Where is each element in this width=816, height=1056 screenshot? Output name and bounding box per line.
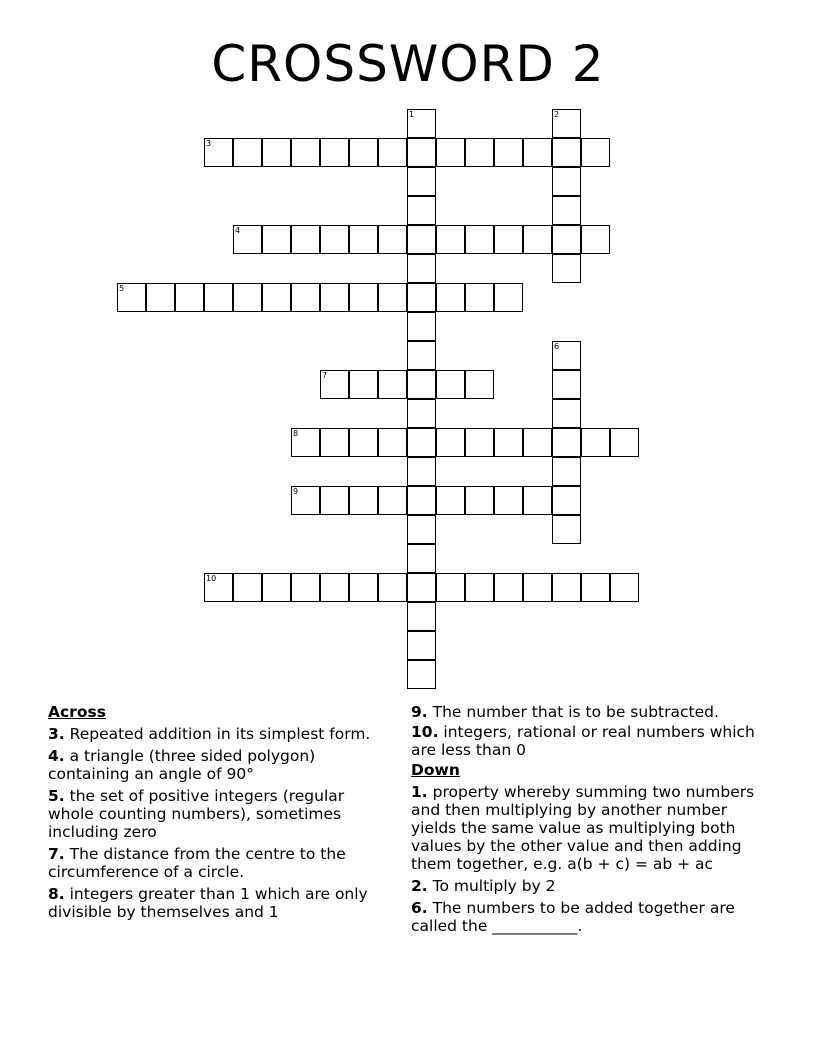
crossword-cell[interactable] (407, 399, 436, 428)
crossword-cell[interactable] (465, 225, 494, 254)
crossword-cell[interactable] (378, 370, 407, 399)
crossword-cell[interactable] (610, 573, 639, 602)
crossword-cell[interactable] (552, 109, 581, 138)
crossword-cell[interactable] (204, 138, 233, 167)
crossword-cell[interactable] (436, 138, 465, 167)
crossword-cell[interactable] (291, 428, 320, 457)
crossword-cell[interactable] (233, 138, 262, 167)
clue-number-label: 6 (554, 342, 560, 351)
clue-number: 9. (411, 703, 428, 721)
crossword-cell[interactable] (436, 370, 465, 399)
clue-text: integers greater than 1 which are only divisible by themselves and 1 (48, 885, 368, 921)
crossword-cell[interactable] (523, 428, 552, 457)
crossword-cell[interactable] (465, 573, 494, 602)
crossword-cell[interactable] (407, 109, 436, 138)
crossword-cell[interactable] (465, 370, 494, 399)
crossword-cell[interactable] (494, 225, 523, 254)
clue-across-9 (411, 703, 771, 721)
crossword-cell[interactable] (233, 225, 262, 254)
crossword-cell[interactable] (407, 428, 436, 457)
crossword-cell[interactable] (523, 573, 552, 602)
crossword-cell[interactable] (407, 544, 436, 573)
clue-number-label: 10 (206, 574, 217, 583)
crossword-cell[interactable] (552, 515, 581, 544)
crossword-cell[interactable] (349, 225, 378, 254)
crossword-cell[interactable] (407, 602, 436, 631)
crossword-cell[interactable] (320, 573, 349, 602)
crossword-cell[interactable] (436, 283, 465, 312)
clue-text: a triangle (three sided polygon) containing an angle of 90° (48, 747, 316, 783)
crossword-cell[interactable] (407, 515, 436, 544)
clue-number-label: 7 (322, 371, 328, 380)
crossword-cell[interactable] (378, 283, 407, 312)
crossword-cell[interactable] (523, 486, 552, 515)
crossword-cell[interactable] (233, 283, 262, 312)
clue-text: The numbers to be added together are called the ___________. (411, 899, 735, 935)
clue-number-label: 8 (293, 429, 299, 438)
crossword-cell[interactable] (233, 573, 262, 602)
crossword-cell[interactable] (552, 254, 581, 283)
crossword-cell[interactable] (581, 573, 610, 602)
clue-number: 4. (48, 747, 65, 765)
crossword-cell[interactable] (552, 457, 581, 486)
crossword-cell[interactable] (494, 573, 523, 602)
clue-number: 7. (48, 845, 65, 863)
crossword-cell[interactable] (407, 225, 436, 254)
clue-number-label: 1 (409, 110, 415, 119)
crossword-cell[interactable] (320, 283, 349, 312)
crossword-cell[interactable] (378, 486, 407, 515)
crossword-cell[interactable] (291, 225, 320, 254)
crossword-cell[interactable] (262, 573, 291, 602)
crossword-cell[interactable] (349, 283, 378, 312)
crossword-cell[interactable] (523, 138, 552, 167)
crossword-cell[interactable] (175, 283, 204, 312)
clue-text: property whereby summing two numbers and then multiplying by another number yields the same value as multiplying both values by the other value and then adding them together, e.g. a(b + c) = ab + ac (411, 783, 755, 873)
crossword-cell[interactable] (407, 631, 436, 660)
crossword-cell[interactable] (349, 428, 378, 457)
clue-across-4 (48, 747, 388, 783)
crossword-cell[interactable] (262, 138, 291, 167)
clue-number: 1. (411, 783, 428, 801)
clues-left-column (48, 703, 388, 925)
clue-text: Repeated addition in its simplest form. (69, 725, 371, 743)
crossword-cell[interactable] (204, 573, 233, 602)
crossword-cell[interactable] (320, 138, 349, 167)
clue-number: 2. (411, 877, 428, 895)
across-heading: Across (48, 703, 106, 721)
crossword-cell[interactable] (465, 283, 494, 312)
crossword-cell[interactable] (291, 138, 320, 167)
crossword-cell[interactable] (378, 428, 407, 457)
crossword-cell[interactable] (581, 138, 610, 167)
crossword-cell[interactable] (146, 283, 175, 312)
clue-number: 3. (48, 725, 65, 743)
crossword-cell[interactable] (349, 370, 378, 399)
crossword-cell[interactable] (494, 283, 523, 312)
crossword-cell[interactable] (581, 428, 610, 457)
crossword-cell[interactable] (117, 283, 146, 312)
crossword-cell[interactable] (407, 486, 436, 515)
clue-across-8 (48, 885, 388, 921)
crossword-cell[interactable] (349, 486, 378, 515)
crossword-cell[interactable] (291, 486, 320, 515)
crossword-cell[interactable] (378, 225, 407, 254)
clue-number-label: 5 (119, 284, 125, 293)
clue-text: To multiply by 2 (432, 877, 556, 895)
crossword-cell[interactable] (494, 138, 523, 167)
page-title: CROSSWORD 2 (211, 35, 605, 93)
crossword-cell[interactable] (465, 486, 494, 515)
clue-down-6 (411, 899, 771, 935)
crossword-cell[interactable] (378, 573, 407, 602)
crossword-cell[interactable] (291, 573, 320, 602)
crossword-cell[interactable] (204, 283, 233, 312)
crossword-cell[interactable] (436, 486, 465, 515)
clue-number: 10. (411, 723, 439, 741)
crossword-cell[interactable] (610, 428, 639, 457)
crossword-cell[interactable] (552, 428, 581, 457)
clue-number: 5. (48, 787, 65, 805)
crossword-cell[interactable] (552, 225, 581, 254)
clue-down-2 (411, 877, 771, 895)
clue-down-1 (411, 783, 771, 873)
crossword-cell[interactable] (407, 167, 436, 196)
crossword-cell[interactable] (407, 573, 436, 602)
crossword-cell[interactable] (407, 341, 436, 370)
crossword-cell[interactable] (523, 225, 552, 254)
crossword-cell[interactable] (407, 283, 436, 312)
crossword-cell[interactable] (320, 370, 349, 399)
crossword-cell[interactable] (552, 167, 581, 196)
clue-across-5 (48, 787, 388, 841)
crossword-cell[interactable] (494, 486, 523, 515)
clue-across-10 (411, 723, 771, 759)
clue-number: 6. (411, 899, 428, 917)
crossword-cell[interactable] (262, 283, 291, 312)
crossword-cell[interactable] (320, 225, 349, 254)
clue-text: integers, rational or real numbers which are less than 0 (411, 723, 755, 759)
crossword-cell[interactable] (320, 486, 349, 515)
crossword-cell[interactable] (494, 428, 523, 457)
clue-text: The distance from the centre to the circumference of a circle. (48, 845, 346, 881)
crossword-cell[interactable] (378, 138, 407, 167)
crossword-cell[interactable] (407, 457, 436, 486)
crossword-cell[interactable] (552, 341, 581, 370)
clue-number-label: 3 (206, 139, 212, 148)
clue-text: the set of positive integers (regular whole counting numbers), sometimes including zero (48, 787, 345, 841)
crossword-cell[interactable] (349, 573, 378, 602)
crossword-cell[interactable] (407, 254, 436, 283)
clues-right-column (411, 703, 771, 939)
clue-across-7 (48, 845, 388, 881)
crossword-cell[interactable] (262, 225, 291, 254)
clue-text: The number that is to be subtracted. (432, 703, 719, 721)
crossword-cell[interactable] (436, 428, 465, 457)
crossword-cell[interactable] (552, 196, 581, 225)
clue-number: 8. (48, 885, 65, 903)
crossword-cell[interactable] (407, 660, 436, 689)
crossword-cell[interactable] (407, 196, 436, 225)
crossword-cell[interactable] (552, 370, 581, 399)
down-heading: Down (411, 761, 460, 779)
crossword-cell[interactable] (552, 573, 581, 602)
clue-number-label: 4 (235, 226, 241, 235)
crossword-cell[interactable] (407, 312, 436, 341)
crossword-cell[interactable] (436, 573, 465, 602)
crossword-cell[interactable] (320, 428, 349, 457)
crossword-cell[interactable] (465, 138, 494, 167)
clue-across-3 (48, 725, 388, 743)
crossword-cell[interactable] (436, 225, 465, 254)
clue-number-label: 9 (293, 487, 299, 496)
crossword-cell[interactable] (552, 399, 581, 428)
crossword-cell[interactable] (349, 138, 378, 167)
crossword-cell[interactable] (465, 428, 494, 457)
crossword-cell[interactable] (552, 486, 581, 515)
crossword-cell[interactable] (407, 370, 436, 399)
clue-number-label: 2 (554, 110, 560, 119)
crossword-cell[interactable] (291, 283, 320, 312)
crossword-cell[interactable] (552, 138, 581, 167)
crossword-cell[interactable] (407, 138, 436, 167)
crossword-cell[interactable] (581, 225, 610, 254)
